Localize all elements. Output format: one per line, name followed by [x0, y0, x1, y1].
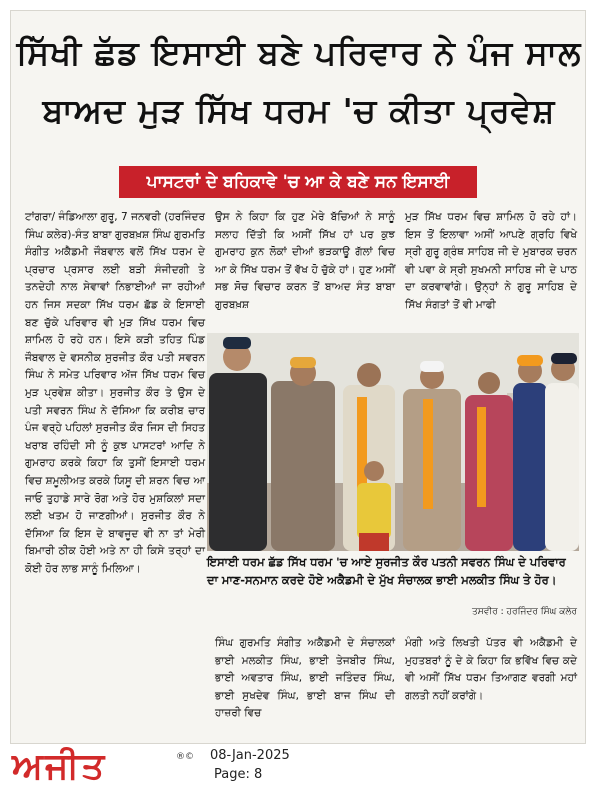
registered-mark: ®©: [176, 752, 194, 762]
person-6: [513, 355, 547, 551]
person-2: [271, 357, 335, 551]
article-column-3-bottom: ਮੰਗੀ ਅਤੇ ਲਿਖਤੀ ਪੱਤਰ ਵੀ ਅਕੈਡਮੀ ਦੇ ਮੁਹਤਬਰਾਂ ਨੂੰ ਦੇ ਕੇ ਕਿਹਾ ਕਿ ਭਵਿੱਖ ਵਿਚ ਕਦੇ ਵੀ ਅਸੀਂ ਸਿੱਖ ਧਰਮ ਤਿਆਗਣ ਵਰਗੀ ਮਹਾਂ ਗਲਤੀ ਨਹੀਂ ਕਰਾਂਗੇ।: [405, 637, 577, 702]
headline-line-1: ਸਿੱਖੀ ਛੱਡ ਇਸਾਈ ਬਣੇ ਪਰਿਵਾਰ ਨੇ ਪੰਜ ਸਾਲ: [16, 33, 582, 72]
subheadline-banner: ਪਾਸਟਰਾਂ ਦੇ ਬਹਿਕਾਵੇ 'ਚ ਆ ਕੇ ਬਣੇ ਸਨ ਇਸਾਈ: [119, 166, 477, 198]
article-column-3: ਮੁੜ ਸਿੱਖ ਧਰਮ ਵਿਚ ਸ਼ਾਮਿਲ ਹੋ ਰਹੇ ਹਾਂ। ਇਸ ਤੋਂ ਇਲਾਵਾ ਅਸੀਂ ਆਪਣੇ ਗ੍ਰਹਿ ਵਿਖੇ ਸ੍ਰੀ ਗੁਰੂ ਗ੍ਰੰਥ ਸਾਹਿਬ ਜੀ ਦੇ ਮੁਬਾਰਕ ਚਰਨ ਵੀ ਪਵਾ ਕੇ ਸ੍ਰੀ ਸੁਖਮਨੀ ਸਾਹਿਬ ਜੀ ਦੇ ਪਾਠ ਦਾ ਕਰਵਾਵਾਂਗੇ। ਉਨ੍ਹਾਂ ਨੇ ਗੁਰੂ ਸਾਹਿਬ ਦੇ ਸਿੱਖ ਸੰਗਤਾਂ ਤੋਂ ਵੀ ਮਾਫੀ: [405, 211, 577, 311]
person-4: [403, 361, 461, 551]
newspaper-clipping: [10, 10, 586, 744]
edition-date: 08-Jan-2025: [210, 748, 290, 763]
article-column-2: ਉਸ ਨੇ ਕਿਹਾ ਕਿ ਹੁਣ ਮੇਰੇ ਬੱਚਿਆਂ ਨੇ ਸਾਨੂੰ ਸਲਾਹ ਦਿੱਤੀ ਕਿ ਅਸੀਂ ਸਿੱਖ ਹਾਂ ਪਰ ਕੁਝ ਗੁਮਰਾਹ ਕੁਨ ਲੋਕਾਂ ਦੀਆਂ ਭੜਕਾਊ ਗੱਲਾਂ ਵਿਚ ਆ ਕੇ ਸਿੱਖ ਧਰਮ ਤੋਂ ਵੱਖ ਹੋ ਚੁੱਕੇ ਹਾਂ। ਹੁਣ ਅਸੀਂ ਸਭ ਸੋਚ ਵਿਚਾਰ ਕਰਨ ਤੋਂ ਬਾਅਦ ਸੰਤ ਬਾਬਾ ਗੁਰਬਖ਼ਸ਼: [215, 211, 395, 311]
article-column-2-bottom: ਸਿੰਘ ਗੁਰਮਤਿ ਸੰਗੀਤ ਅਕੈਡਮੀ ਦੇ ਸੰਚਾਲਕਾਂ ਭਾਈ ਮਲਕੀਤ ਸਿੰਘ, ਭਾਈ ਤੇਜਬੀਰ ਸਿੰਘ, ਭਾਈ ਅਵਤਾਰ ਸਿੰਘ, ਭਾਈ ਜਤਿੰਦਰ ਸਿੰਘ, ਭਾਈ ਸੁਖਦੇਵ ਸਿੰਘ, ਭਾਈ ਬਾਜ ਸਿੰਘ ਦੀ ਹਾਜ਼ਰੀ ਵਿਚ: [215, 637, 395, 720]
page-number: Page: 8: [214, 767, 263, 782]
headline-line-2: ਬਾਅਦ ਮੁੜ ਸਿੱਖ ਧਰਮ 'ਚ ਕੀਤਾ ਪ੍ਰਵੇਸ਼: [42, 91, 556, 130]
person-5: [465, 372, 513, 551]
news-photo: [207, 333, 579, 551]
ajit-logo: ਅਜੀਤ: [12, 746, 107, 787]
photo-caption: ਇਸਾਈ ਧਰਮ ਛੱਡ ਸਿੱਖ ਧਰਮ 'ਚ ਆਏ ਸੁਰਜੀਤ ਕੌਰ ਪਤਨੀ ਸਵਰਨ ਸਿੰਘ ਦੇ ਪਰਿਵਾਰ ਦਾ ਮਾਣ-ਸਨਮਾਨ ਕਰਦੇ ਹੋਏ ਅਕੈਡਮੀ ਦੇ ਮੁੱਖ ਸੰਚਾਲਕ ਭਾਈ ਮਲਕੀਤ ਸਿੰਘ ਤੇ ਹੋਰ।: [207, 555, 566, 587]
photo-credit: ਤਸਵੀਰ : ਹਰਜਿੰਦਰ ਸਿੰਘ ਕਲੇਰ: [472, 607, 577, 617]
article-column-1: ਟਾਂਗਰਾ/ ਜੰਡਿਆਲਾ ਗੁਰੂ, 7 ਜਨਵਰੀ (ਹਰਜਿੰਦਰ ਸਿੰਘ ਕਲੇਰ)-ਸੰਤ ਬਾਬਾ ਗੁਰਬਖ਼ਸ਼ ਸਿੰਘ ਗੁਰਮਤਿ ਸੰਗੀਤ ਅਕੈਡਮੀ ਜੌਬਵਾਲ ਵਲੋਂ ਸਿੱਖ ਧਰਮ ਦੇ ਪ੍ਰਚਾਰ ਪ੍ਰਸਾਰ ਲਈ ਬੜੀ ਸੰਜੀਦਗੀ ਤੇ ਤਨਦੇਹੀ ਨਾਲ ਸੇਵਾਵਾਂ ਨਿਭਾਈਆਂ ਜਾ ਰਹੀਆਂ ਹਨ ਜਿਸ ਸਦਕਾ ਸਿੱਖ ਧਰਮ ਛੱਡ ਕੇ ਇਸਾਈ ਬਣ ਚੁੱਕੇ ਪਰਿਵਾਰ ਵੀ ਮੁੜ ਸਿੱਖ ਧਰਮ ਵਿਚ ਸ਼ਾਮਿਲ ਹੋ ਰਹੇ ਹਨ। ਇਸੇ ਕੜੀ ਤਹਿਤ ਪਿੰਡ ਜੌਬਵਾਲ ਦੇ ਵਸਨੀਕ ਸੁਰਜੀਤ ਕੌਰ ਪਤੀ ਸਵਰਨ ਸਿੰਘ ਨੇ ਸਮੇਤ ਪਰਿਵਾਰ ਅੱਜ ਸਿੱਖ ਧਰਮ ਵਿਚ ਮੁੜ ਪ੍ਰਵੇਸ਼ ਕੀਤਾ। ਸੁਰਜੀਤ ਕੌਰ ਤੇ ਉਸ ਦੇ ਪਤੀ ਸਵਰਨ ਸਿੰਘ ਨੇ ਦੱਸਿਆ ਕਿ ਕਰੀਬ ਚਾਰ ਪੰਜ ਵਰ੍ਹੇ ਪਹਿਲਾਂ ਸੁਰਜੀਤ ਕੌਰ ਜਿਸ ਦੀ ਸਿਹਤ ਖਰਾਬ ਰਹਿੰਦੀ ਸੀ ਨੂੰ ਕੁਝ ਪਾਸਟਰਾਂ ਆਦਿ ਨੇ ਗੁਮਰਾਹ ਕਰਕੇ ਕਿਹਾ ਕਿ ਤੁਸੀਂ ਇਸਾਈ ਧਰਮ ਵਿਚ ਸ਼ਮੂਲੀਅਤ ਕਰਕੇ ਯਿਸੂ ਦੀ ਸ਼ਰਨ ਵਿਚ ਆ ਜਾਓ ਤੁਹਾਡੇ ਸਾਰੇ ਰੋਗ ਅਤੇ ਹੋਰ ਮੁਸ਼ਕਿਲਾਂ ਸਦਾ ਲਈ ਖਤਮ ਹੋ ਜਾਣਗੀਆਂ। ਸੁਰਜੀਤ ਕੌਰ ਨੇ ਦੱਸਿਆ ਕਿ ਇਸ ਦੇ ਬਾਵਜੂਦ ਵੀ ਨਾ ਤਾਂ ਮੇਰੀ ਬਿਮਾਰੀ ਠੀਕ ਹੋਈ ਅਤੇ ਨਾ ਹੀ ਕਿਸੇ ਤਰ੍ਹਾਂ ਦਾ ਕੋਈ ਹੋਰ ਲਾਭ ਸਾਨੂੰ ਮਿਲਿਆ।: [25, 211, 205, 575]
group-photo-illustration: [207, 333, 579, 551]
